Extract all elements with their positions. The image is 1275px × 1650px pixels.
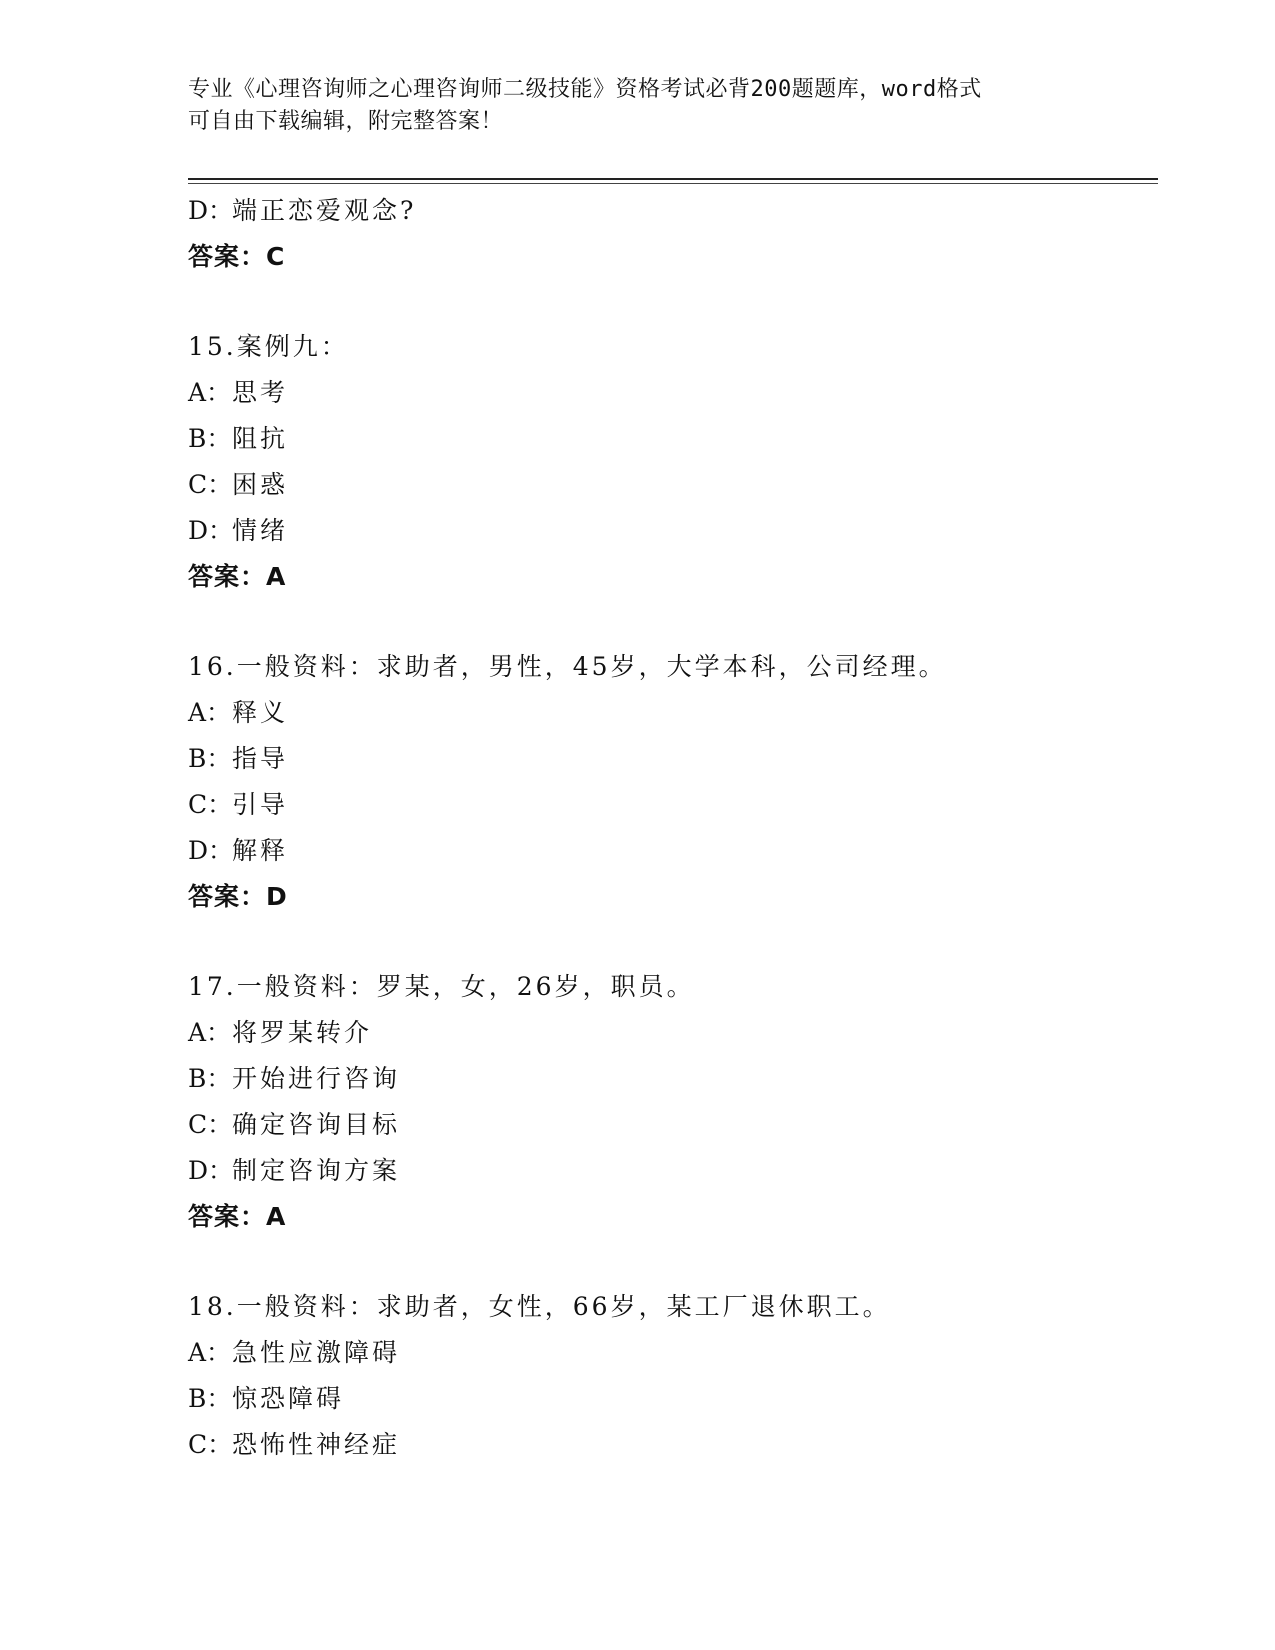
answer-line: 答案：A: [188, 1202, 287, 1231]
answer-option: [188, 1330, 1168, 1376]
option-text: 引导: [232, 790, 289, 819]
answer-option: [188, 1056, 1168, 1102]
option-key: A：: [188, 698, 232, 727]
option-key: A：: [188, 1338, 232, 1367]
option-key: D：: [188, 196, 234, 225]
option-text: 端正恋爱观念?: [232, 196, 417, 225]
header-divider-thick: [188, 178, 1158, 180]
option-key: D：: [188, 516, 234, 545]
answer-line: 答案：D: [188, 882, 288, 911]
answer-option: [188, 370, 1168, 416]
answer-option: [188, 1102, 1168, 1148]
option-key: B：: [188, 744, 232, 773]
question-stem: 15.案例九：: [188, 332, 349, 361]
option-text: 思考: [232, 378, 289, 407]
answer-option: [188, 782, 1168, 828]
answer-option: [188, 736, 1168, 782]
option-text: 恐怖性神经症: [232, 1430, 401, 1459]
answer-option: [188, 462, 1168, 508]
option-key: B：: [188, 1064, 232, 1093]
option-text: 情绪: [232, 516, 289, 545]
spacer: [188, 1240, 1168, 1284]
question-stem: 18.一般资料：求助者，女性，66岁，某工厂退休职工。: [188, 1292, 891, 1321]
option-key: A：: [188, 1018, 232, 1047]
option-key: C：: [188, 1110, 233, 1139]
option-key: C：: [188, 470, 233, 499]
option-text: 困惑: [232, 470, 289, 499]
spacer: [188, 280, 1168, 324]
answer-option: [188, 1148, 1168, 1194]
answer-option: [188, 1376, 1168, 1422]
option-key: C：: [188, 1430, 233, 1459]
option-text: 惊恐障碍: [232, 1384, 345, 1413]
header-line-2: 可自由下载编辑，附完整答案！: [188, 109, 504, 134]
answer-option: [188, 1010, 1168, 1056]
answer-option: [188, 188, 1168, 234]
question-stem: 17.一般资料：罗某，女，26岁，职员。: [188, 972, 695, 1001]
option-text: 制定咨询方案: [232, 1156, 401, 1185]
answer-option: [188, 690, 1168, 736]
option-key: B：: [188, 1384, 232, 1413]
option-key: B：: [188, 424, 232, 453]
option-key: A：: [188, 378, 232, 407]
option-text: 急性应激障碍: [232, 1338, 401, 1367]
header-line-1: 专业《心理咨询师之心理咨询师二级技能》资格考试必背200题题库，word格式: [188, 77, 982, 102]
answer-option: [188, 508, 1168, 554]
option-key: C：: [188, 790, 233, 819]
option-text: 将罗某转介: [232, 1018, 373, 1047]
answer-line: 答案：C: [188, 242, 286, 271]
question-stem: 16.一般资料：求助者，男性，45岁，大学本科，公司经理。: [188, 652, 947, 681]
option-text: 开始进行咨询: [232, 1064, 401, 1093]
option-key: D：: [188, 836, 234, 865]
option-text: 指导: [232, 744, 289, 773]
answer-line: 答案：A: [188, 562, 287, 591]
option-text: 解释: [232, 836, 289, 865]
option-key: D：: [188, 1156, 234, 1185]
answer-option: [188, 416, 1168, 462]
option-text: 确定咨询目标: [232, 1110, 401, 1139]
question-list: [188, 188, 1168, 1468]
answer-option: [188, 1422, 1168, 1468]
option-text: 阻抗: [232, 424, 289, 453]
answer-option: [188, 828, 1168, 874]
header-divider-thin: [188, 183, 1158, 184]
spacer: [188, 920, 1168, 964]
option-text: 释义: [232, 698, 289, 727]
document-header: [188, 74, 1088, 138]
spacer: [188, 600, 1168, 644]
